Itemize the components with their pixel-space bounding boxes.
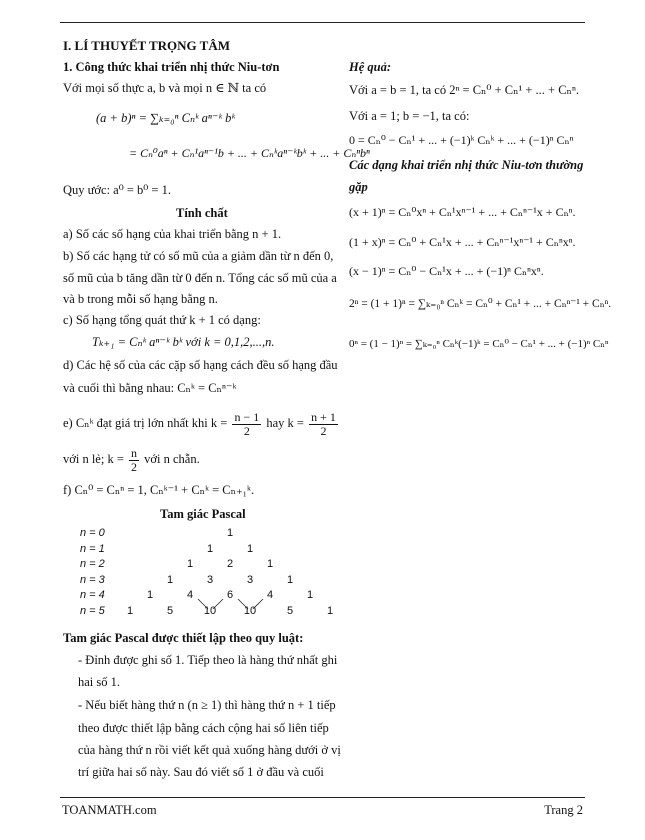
- property-d-line2: và cuối thì bằng nhau: Cₙᵏ = Cₙⁿ⁻ᵏ: [63, 381, 237, 395]
- footer-rule: [60, 797, 585, 798]
- section-title: I. LÍ THUYẾT TRỌNG TÂM: [63, 38, 231, 53]
- rule-1-line1: - Đỉnh được ghi số 1. Tiếp theo là hàng thứ nhất ghi: [78, 653, 338, 667]
- pascal-value: 4: [186, 589, 194, 601]
- rule-2-line4: trí giữa hai số này. Sau đó viết số 1 ở đầu và cuối: [78, 765, 324, 779]
- forms-title-line2: gặp: [349, 180, 368, 194]
- form-x-minus-1: (x − 1)ⁿ = Cₙ⁰ − Cₙ¹x + ... + (−1)ⁿ Cₙⁿxⁿ.: [349, 264, 544, 278]
- pascal-value: 3: [206, 573, 214, 586]
- pascal-value: 5: [166, 604, 174, 617]
- corollary-1: Với a = b = 1, ta có 2ⁿ = Cₙ⁰ + Cₙ¹ + ... + Cₙⁿ.: [349, 83, 580, 97]
- pascal-row-label: n = 5: [80, 604, 105, 617]
- footer-site: TOANMATH.com: [62, 803, 157, 817]
- pascal-value: 10: [243, 604, 257, 617]
- form-x-plus-1: (x + 1)ⁿ = Cₙ⁰xⁿ + Cₙ¹xⁿ⁻¹ + ... + Cₙⁿ⁻¹x + Cₙⁿ.: [349, 205, 576, 219]
- pascal-value: 5: [286, 604, 294, 617]
- pascal-value: 1: [186, 558, 194, 570]
- intro-text: Với mọi số thực a, b và mọi n ∈ ℕ ta có: [63, 81, 267, 95]
- rule-2-line1: - Nếu biết hàng thứ n (n ≥ 1) thì hàng thứ n + 1 tiếp: [78, 698, 336, 712]
- pascal-row-label: n = 1: [80, 542, 105, 555]
- pascal-value: 1: [206, 542, 214, 555]
- pascal-value: 3: [246, 573, 254, 586]
- property-b-line2: số mũ của b tăng dần từ 0 đến n. Tổng các số mũ của a: [63, 271, 337, 285]
- rule-1-line2: hai số 1.: [78, 675, 121, 689]
- rule-2-line2: theo được thiết lập bằng cách cộng hai số liên tiếp: [78, 721, 329, 735]
- fraction-n-over-2: $\frac{n}{2}$: [131, 445, 138, 474]
- property-b-line1: b) Số các hạng tử có số mũ của a giảm dần từ n đến 0,: [63, 249, 334, 263]
- property-e-line2: [63, 444, 200, 474]
- fraction-n-minus-1-over-2: $\frac{n - 1}{2}$: [234, 409, 260, 438]
- property-c: c) Số hạng tổng quát thứ k + 1 có dạng:: [63, 313, 261, 327]
- form-zero-power-n: 0ⁿ = (1 − 1)ⁿ = ∑ₖ₌₀ⁿ Cₙᵏ(−1)ᵏ = Cₙ⁰ − Cₙ¹ + ... + (−1)ⁿ Cₙⁿ: [349, 338, 609, 350]
- pascal-value: 1: [226, 527, 234, 539]
- property-e2-prefix: với n lẻ; k =: [63, 452, 124, 466]
- pascal-value: 1: [306, 589, 314, 601]
- pascal-triangle: [80, 527, 340, 627]
- pascal-value: 1: [126, 604, 134, 617]
- form-two-power-n: 2ⁿ = (1 + 1)ⁿ = ∑ₖ₌₀ⁿ Cₙᵏ = Cₙ⁰ + Cₙ¹ + ... + Cₙⁿ⁻¹ + Cₙⁿ.: [349, 298, 612, 310]
- property-e2-suffix: với n chẵn.: [144, 452, 200, 466]
- general-term-formula: Tₖ₊₁ = Cₙᵏ aⁿ⁻ᵏ bᵏ với k = 0,1,2,...,n.: [92, 335, 275, 349]
- pascal-value: 4: [266, 589, 274, 601]
- formula-line-2: = Cₙ⁰aⁿ + Cₙ¹aⁿ⁻¹b + ... + Cₙᵏaⁿ⁻ᵏbᵏ + ... + Cₙⁿbⁿ: [129, 146, 370, 160]
- property-d-line1: d) Các hệ số của các cặp số hạng cách đều số hạng đầu: [63, 358, 338, 372]
- pascal-value: 1: [146, 589, 154, 601]
- heading-binomial-formula: 1. Công thức khai triển nhị thức Niu-tơn: [63, 60, 280, 74]
- pascal-value: 2: [226, 558, 234, 570]
- pascal-row-label: n = 4: [80, 589, 105, 601]
- pascal-row-label: n = 2: [80, 558, 105, 570]
- pascal-row-label: n = 0: [80, 527, 105, 539]
- corollary-title: Hệ quả:: [349, 60, 392, 74]
- pascal-row-label: n = 3: [80, 573, 105, 586]
- pascal-value: 1: [166, 573, 174, 586]
- pascal-value: 1: [246, 542, 254, 555]
- pascal-value: 1: [326, 604, 334, 617]
- pascal-value: 1: [266, 558, 274, 570]
- property-e-prefix: e) Cₙᵏ đạt giá trị lớn nhất khi k =: [63, 416, 228, 430]
- corollary-3: 0 = Cₙ⁰ − Cₙ¹ + ... + (−1)ᵏ Cₙᵏ + ... + (−1)ⁿ Cₙⁿ: [349, 133, 574, 147]
- pascal-value: 1: [286, 573, 294, 586]
- forms-title-line1: Các dạng khai triển nhị thức Niu-tơn thường: [349, 158, 584, 172]
- properties-title: Tính chất: [176, 206, 228, 220]
- property-e-line1: [63, 408, 340, 438]
- corollary-2: Với a = 1; b = −1, ta có:: [349, 109, 470, 123]
- pascal-rule-title: Tam giác Pascal được thiết lập theo quy luật:: [63, 631, 304, 645]
- property-f: f) Cₙ⁰ = Cₙⁿ = 1, Cₙᵏ⁻¹ + Cₙᵏ = Cₙ₊₁ᵏ.: [63, 483, 255, 497]
- fraction-n-plus-1-over-2: $\frac{n + 1}{2}$: [311, 409, 336, 438]
- convention-text: Quy ước: a⁰ = b⁰ = 1.: [63, 183, 171, 197]
- form-1-plus-x: (1 + x)ⁿ = Cₙ⁰ + Cₙ¹x + ... + Cₙⁿ⁻¹xⁿ⁻¹ + Cₙⁿxⁿ.: [349, 235, 576, 249]
- property-b-line3: và b trong mỗi số hạng bằng n.: [63, 292, 218, 306]
- pascal-value: 10: [203, 604, 217, 617]
- pascal-value: 6: [226, 589, 234, 601]
- property-a: a) Số các số hạng của khai triển bằng n + 1.: [63, 227, 282, 241]
- property-e-mid: hay k =: [266, 416, 304, 430]
- footer-page-number: Trang 2: [544, 803, 583, 817]
- rule-2-line3: của hàng thứ n rồi viết kết quả xuống hàng dưới ở vị: [78, 743, 341, 757]
- header-rule: [60, 22, 585, 23]
- pascal-title: Tam giác Pascal: [160, 507, 246, 521]
- formula-line-1: (a + b)ⁿ = ∑ₖ₌₀ⁿ Cₙᵏ aⁿ⁻ᵏ bᵏ: [96, 111, 235, 125]
